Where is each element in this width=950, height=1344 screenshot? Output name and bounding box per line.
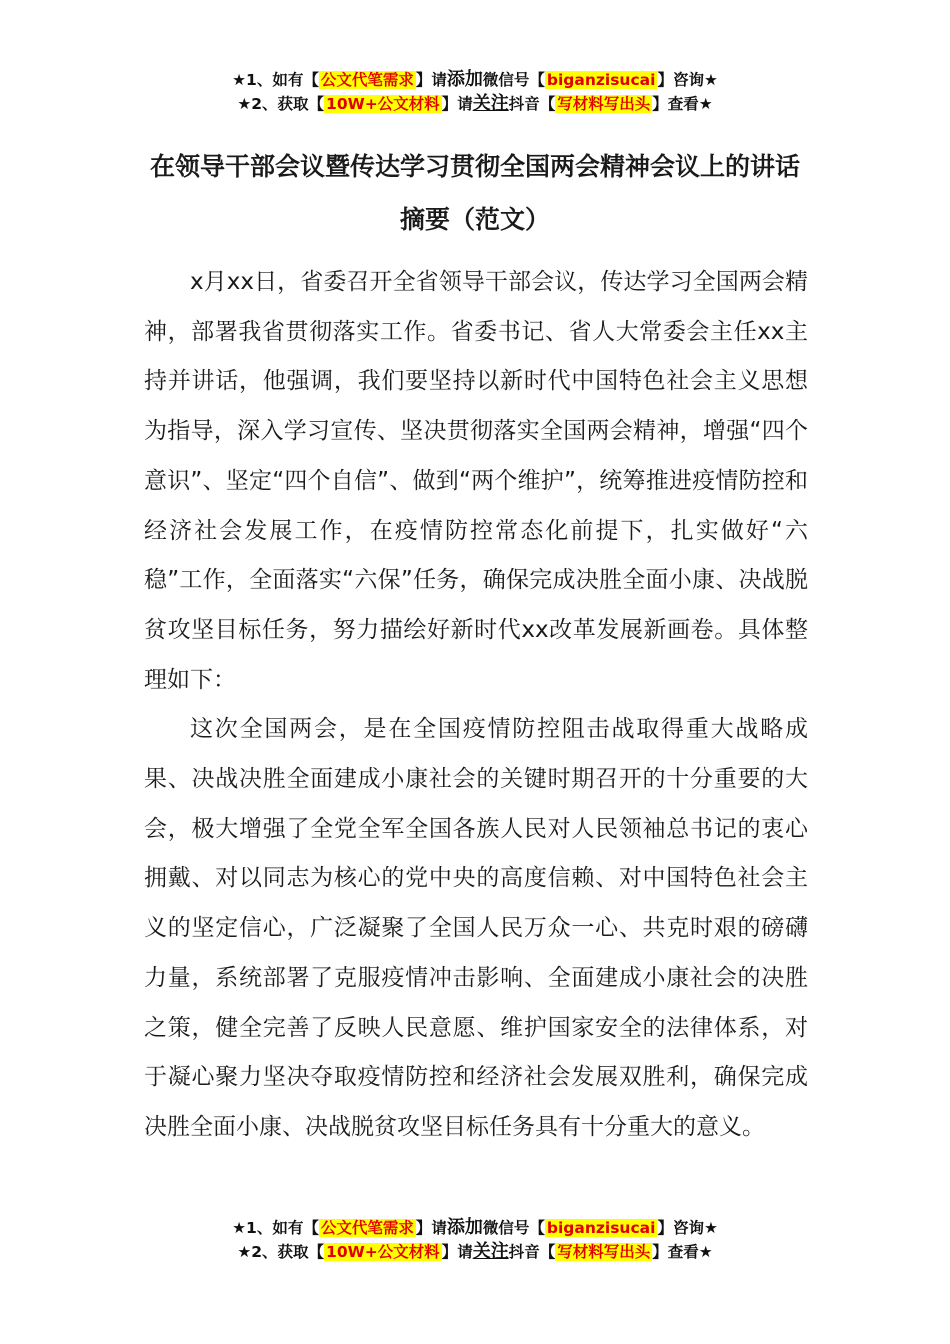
body-paragraph: 这次全国两会，是在全国疫情防控阻击战取得重大战略成果、决战决胜全面建成小康社会的关键时期召开的十分重要的大会，极大增强了全党全军全国各族人民对人民领袖总书记的衷心拥戴、对以同志为核心的党中央的高度信赖、对中国特色社会主义的坚定信心，广泛凝聚了全国人民万众一心、共克时艰的磅礴力量，系统部署了克服疫情冲击影响、全面建成小康社会的决胜之策，健全完善了反映人民意愿、维护国家安全的法律体系，对于凝心聚力坚决夺取疫情防控和经济社会发展双胜利，确保完成决胜全面小康、决战脱贫攻坚目标任务具有十分重大的意义。 bbox=[144, 716, 808, 1140]
banner-text: 抖音【 bbox=[508, 1243, 556, 1261]
banner-text: 抖音【 bbox=[508, 95, 556, 113]
body-paragraph: x月xx日，省委召开全省领导干部会议，传达学习全国两会精神，部署我省贯彻落实工作。省委书记、省人大常委会主任xx主持并讲话，他强调，我们要坚持以新时代中国特色社会主义思想为指导，深入学习宣传、坚决贯彻落实全国两会精神，增强“四个意识”、坚定“四个自信”、做到“两个维护”，统筹推进疫情防控和经济社会发展工作，在疫情防控常态化前提下，扎实做好“六稳”工作，全面落实“六保”任务，确保完成决胜全面小康、决战脱贫攻坚目标任务，努力描绘好新时代xx改革发展新画卷。具体整理如下： bbox=[144, 269, 808, 693]
header-banner bbox=[0, 68, 950, 116]
footer-banner bbox=[0, 1216, 950, 1264]
banner-emphasis: 添加 bbox=[446, 1217, 483, 1238]
highlight-materials: 10W+公文材料 bbox=[326, 95, 440, 113]
document-body bbox=[144, 258, 808, 1153]
banner-text: ★2、获取【 bbox=[237, 95, 325, 113]
banner-text: 】请 bbox=[415, 71, 447, 89]
highlight-service: 公文代笔需求 bbox=[320, 1219, 414, 1237]
highlight-douyin-account: 写材料写出头 bbox=[557, 95, 651, 113]
highlight-wechat-id: biganzisucai bbox=[546, 1219, 656, 1237]
banner-text: 】请 bbox=[415, 1219, 447, 1237]
banner-text: ★1、如有【 bbox=[232, 71, 319, 89]
banner-text: 】咨询★ bbox=[657, 71, 718, 89]
banner-emphasis: 关注 bbox=[472, 93, 509, 114]
document-title: 在领导干部会议暨传达学习贯彻全国两会精神会议上的讲话摘要（范文） bbox=[150, 152, 801, 234]
banner-text: ★2、获取【 bbox=[237, 1243, 325, 1261]
banner-line-1 bbox=[0, 68, 950, 92]
highlight-service: 公文代笔需求 bbox=[320, 71, 414, 89]
banner-text: 微信号【 bbox=[482, 71, 545, 89]
banner-text: 】请 bbox=[441, 95, 473, 113]
highlight-wechat-id: biganzisucai bbox=[546, 71, 656, 89]
banner-text: 微信号【 bbox=[482, 1219, 545, 1237]
banner-emphasis: 添加 bbox=[446, 69, 483, 90]
banner-emphasis: 关注 bbox=[472, 1241, 509, 1262]
banner-text: 】查看★ bbox=[652, 95, 713, 113]
banner-text: ★1、如有【 bbox=[232, 1219, 319, 1237]
banner-text: 】咨询★ bbox=[657, 1219, 718, 1237]
banner-line-2 bbox=[0, 92, 950, 116]
banner-line-1 bbox=[0, 1216, 950, 1240]
banner-text: 】请 bbox=[441, 1243, 473, 1261]
banner-line-2 bbox=[0, 1240, 950, 1264]
highlight-douyin-account: 写材料写出头 bbox=[557, 1243, 651, 1261]
highlight-materials: 10W+公文材料 bbox=[326, 1243, 440, 1261]
banner-text: 】查看★ bbox=[652, 1243, 713, 1261]
